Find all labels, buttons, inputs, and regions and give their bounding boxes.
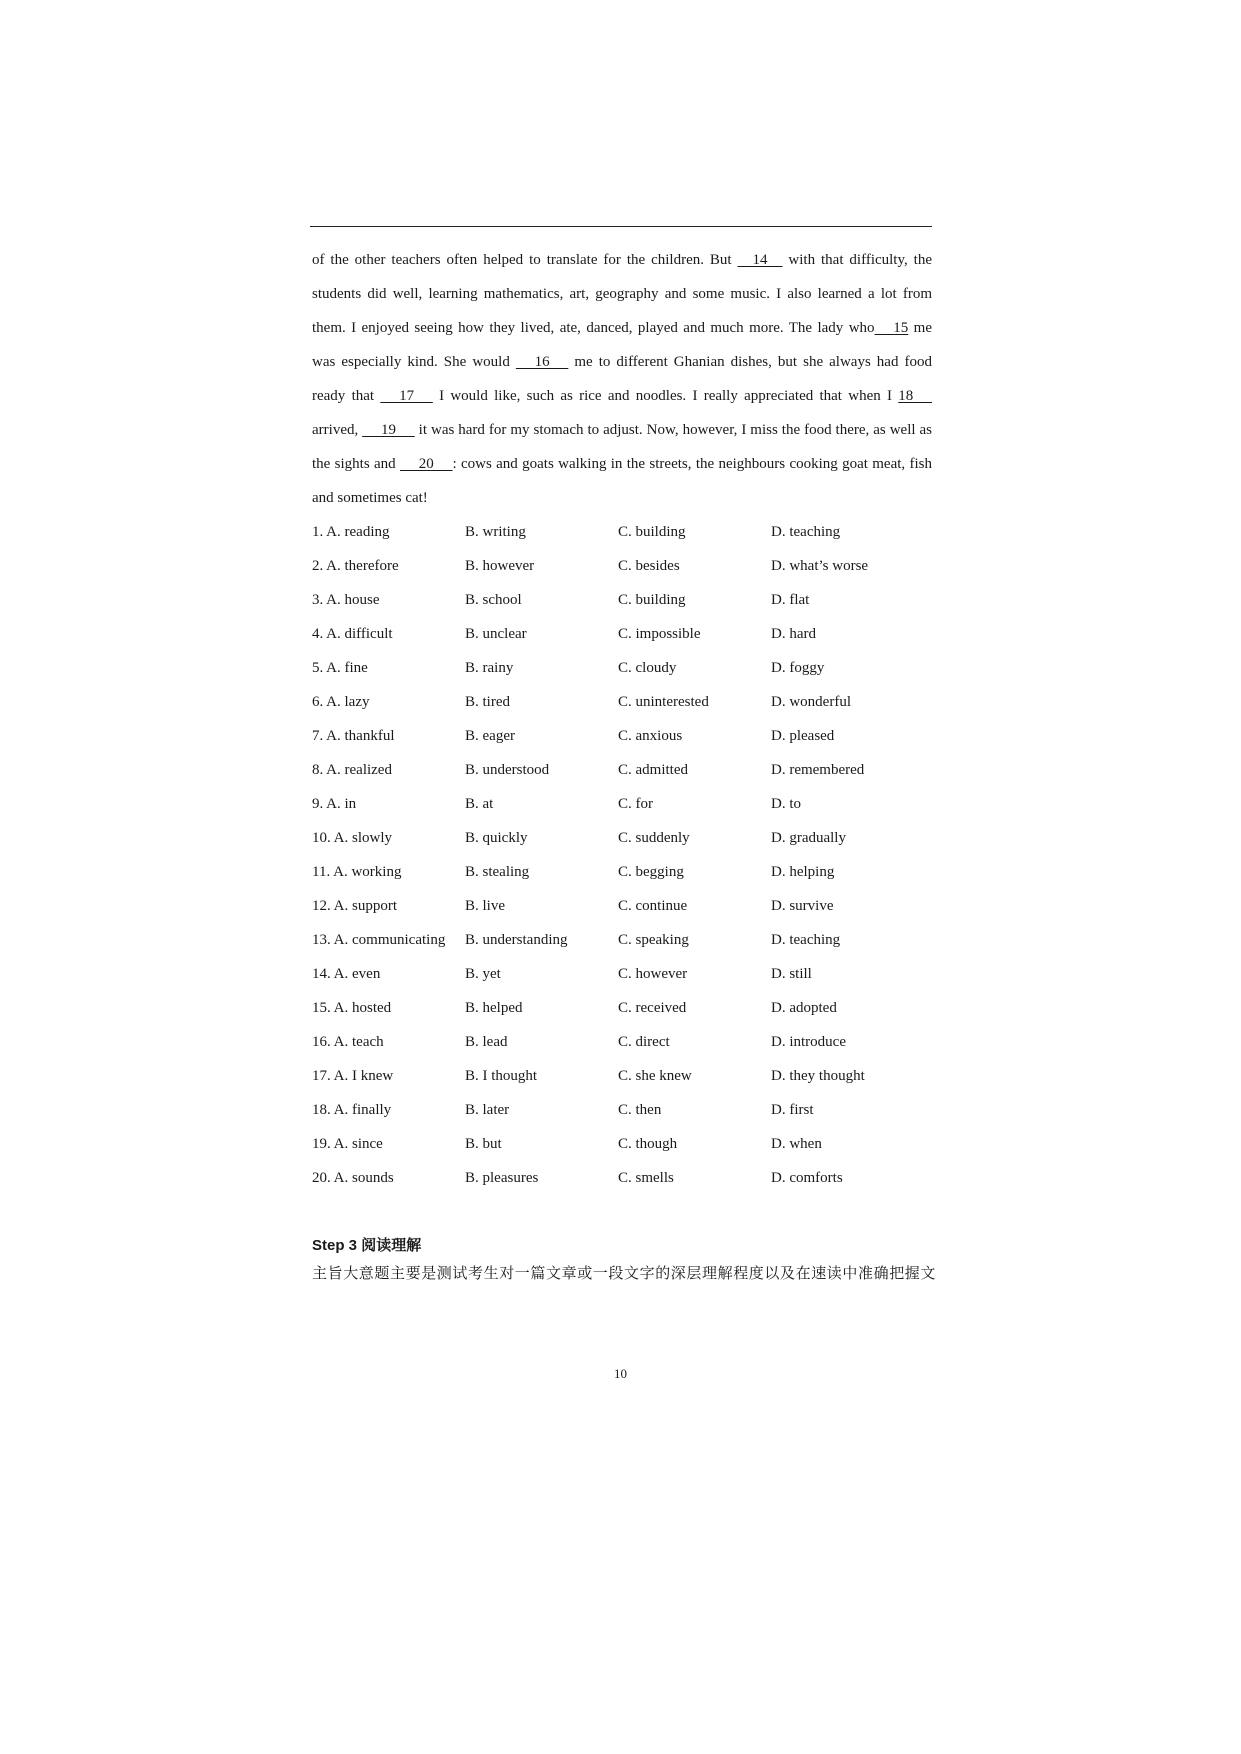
option-d: D. first bbox=[771, 1102, 814, 1118]
option-b: B. rainy bbox=[465, 660, 514, 676]
option-d: D. introduce bbox=[771, 1034, 846, 1050]
option-b: B. later bbox=[465, 1102, 510, 1118]
option-a: 3. A. house bbox=[312, 592, 380, 608]
option-b: B. lead bbox=[465, 1034, 508, 1050]
blank-20: 20 bbox=[399, 456, 453, 472]
question-row bbox=[312, 583, 932, 617]
question-row bbox=[312, 549, 932, 583]
option-a: 16. A. teach bbox=[312, 1034, 384, 1050]
option-c: C. speaking bbox=[618, 932, 689, 948]
option-c: C. uninterested bbox=[618, 694, 709, 710]
option-d: D. comforts bbox=[771, 1170, 843, 1186]
option-a: 5. A. fine bbox=[312, 660, 368, 676]
question-row bbox=[312, 923, 932, 957]
option-a: 9. A. in bbox=[312, 796, 357, 812]
option-a: 8. A. realized bbox=[312, 762, 392, 778]
cloze-passage bbox=[312, 243, 932, 515]
option-d: D. foggy bbox=[771, 660, 825, 676]
option-a: 7. A. thankful bbox=[312, 728, 395, 744]
option-d: D. teaching bbox=[771, 524, 841, 540]
option-d: D. when bbox=[771, 1136, 822, 1152]
blank-14: 14 bbox=[737, 252, 783, 268]
option-b: B. stealing bbox=[465, 864, 530, 880]
step-title: 阅读理解 bbox=[361, 1236, 422, 1254]
page-number: 10 bbox=[614, 1366, 627, 1381]
option-b: B. I thought bbox=[465, 1068, 538, 1084]
option-a: 20. A. sounds bbox=[312, 1170, 394, 1186]
question-row bbox=[312, 1059, 932, 1093]
option-d: D. they thought bbox=[771, 1068, 865, 1084]
option-c: C. impossible bbox=[618, 626, 701, 642]
option-b: B. but bbox=[465, 1136, 502, 1152]
option-d: D. still bbox=[771, 966, 812, 982]
blank-16: 16 bbox=[515, 354, 569, 370]
option-d: D. survive bbox=[771, 898, 834, 914]
option-b: B. pleasures bbox=[465, 1170, 539, 1186]
option-a: 15. A. hosted bbox=[312, 1000, 392, 1016]
option-c: C. building bbox=[618, 524, 686, 540]
option-d: D. gradually bbox=[771, 830, 846, 846]
passage-text: I would like, such as rice and noodles. I really appreciated that when I bbox=[432, 388, 899, 404]
option-c: C. cloudy bbox=[618, 660, 677, 676]
option-a: 17. A. I knew bbox=[312, 1068, 394, 1084]
question-row bbox=[312, 821, 932, 855]
question-row bbox=[312, 753, 932, 787]
question-row bbox=[312, 651, 932, 685]
option-d: D. adopted bbox=[771, 1000, 837, 1016]
option-c: C. then bbox=[618, 1102, 662, 1118]
option-c: C. direct bbox=[618, 1034, 670, 1050]
option-a: 18. A. finally bbox=[312, 1102, 392, 1118]
option-b: B. school bbox=[465, 592, 522, 608]
passage-text: me was especially kind. She would bbox=[312, 320, 932, 370]
section-heading bbox=[312, 1234, 421, 1255]
passage-text: with that difficulty, the students did well, learning mathematics, art, geography and some music. I also learned a lot from them. I enjoyed seeing how they lived, ate, danced, played and much more. The lady who bbox=[312, 252, 932, 336]
option-a: 1. A. reading bbox=[312, 524, 390, 540]
option-b: B. live bbox=[465, 898, 505, 914]
question-row bbox=[312, 685, 932, 719]
blank-15: 15 bbox=[874, 320, 909, 336]
passage-text: it was hard for my stomach to adjust. Now, however, I miss the food there, as well as the sights and bbox=[312, 422, 932, 472]
option-c: C. besides bbox=[618, 558, 680, 574]
option-a: 6. A. lazy bbox=[312, 694, 370, 710]
option-a: 4. A. difficult bbox=[312, 626, 393, 642]
question-row bbox=[312, 1127, 932, 1161]
question-row bbox=[312, 1093, 932, 1127]
option-d: D. to bbox=[771, 796, 801, 812]
option-c: C. begging bbox=[618, 864, 684, 880]
option-c: C. suddenly bbox=[618, 830, 690, 846]
option-b: B. understanding bbox=[465, 932, 568, 948]
step-label: Step 3 bbox=[312, 1237, 358, 1254]
answer-options bbox=[312, 515, 932, 1195]
passage-text: me to different Ghanian dishes, but she always had food ready that bbox=[312, 354, 932, 404]
option-a: 12. A. support bbox=[312, 898, 398, 914]
passage-text: : cows and goats walking in the streets, the neighbours cooking goat meat, fish and sometimes cat! bbox=[312, 456, 932, 506]
question-row bbox=[312, 991, 932, 1025]
option-a: 14. A. even bbox=[312, 966, 381, 982]
option-b: B. helped bbox=[465, 1000, 523, 1016]
option-d: D. what’s worse bbox=[771, 558, 869, 574]
option-b: B. eager bbox=[465, 728, 515, 744]
option-d: D. teaching bbox=[771, 932, 841, 948]
question-row bbox=[312, 719, 932, 753]
option-a: 11. A. working bbox=[312, 864, 402, 880]
option-b: B. understood bbox=[465, 762, 550, 778]
header-rule bbox=[310, 226, 932, 227]
question-row bbox=[312, 515, 932, 549]
option-c: C. admitted bbox=[618, 762, 688, 778]
option-b: B. unclear bbox=[465, 626, 527, 642]
option-d: D. remembered bbox=[771, 762, 865, 778]
option-d: D. helping bbox=[771, 864, 835, 880]
option-c: C. for bbox=[618, 796, 653, 812]
question-row bbox=[312, 889, 932, 923]
question-row bbox=[312, 1025, 932, 1059]
passage-text: arrived, bbox=[312, 422, 363, 438]
option-c: C. continue bbox=[618, 898, 688, 914]
option-b: B. writing bbox=[465, 524, 526, 540]
blank-19: 19 bbox=[362, 422, 415, 438]
option-d: D. hard bbox=[771, 626, 816, 642]
blank-17: 17 bbox=[380, 388, 433, 404]
blank-18: 18 bbox=[898, 388, 932, 404]
option-b: B. tired bbox=[465, 694, 510, 710]
option-b: B. however bbox=[465, 558, 535, 574]
question-row bbox=[312, 1161, 932, 1195]
option-d: D. wonderful bbox=[771, 694, 851, 710]
option-d: D. pleased bbox=[771, 728, 835, 744]
option-c: C. she knew bbox=[618, 1068, 692, 1084]
option-a: 13. A. communicating bbox=[312, 932, 446, 948]
option-d: D. flat bbox=[771, 592, 810, 608]
option-a: 19. A. since bbox=[312, 1136, 383, 1152]
option-c: C. received bbox=[618, 1000, 687, 1016]
option-c: C. building bbox=[618, 592, 686, 608]
option-c: C. however bbox=[618, 966, 688, 982]
option-b: B. yet bbox=[465, 966, 501, 982]
passage-paragraph bbox=[312, 243, 932, 515]
option-a: 2. A. therefore bbox=[312, 558, 399, 574]
question-row bbox=[312, 855, 932, 889]
option-b: B. at bbox=[465, 796, 494, 812]
section-intro-text: 主旨大意题主要是测试考生对一篇文章或一段文字的深层理解程度以及在速读中准确把握文 bbox=[312, 1264, 937, 1282]
passage-text: of the other teachers often helped to translate for the children. But bbox=[312, 252, 738, 268]
option-b: B. quickly bbox=[465, 830, 528, 846]
question-row bbox=[312, 787, 932, 821]
option-c: C. though bbox=[618, 1136, 678, 1152]
question-row bbox=[312, 957, 932, 991]
option-c: C. anxious bbox=[618, 728, 683, 744]
option-c: C. smells bbox=[618, 1170, 674, 1186]
question-row bbox=[312, 617, 932, 651]
option-a: 10. A. slowly bbox=[312, 830, 393, 846]
